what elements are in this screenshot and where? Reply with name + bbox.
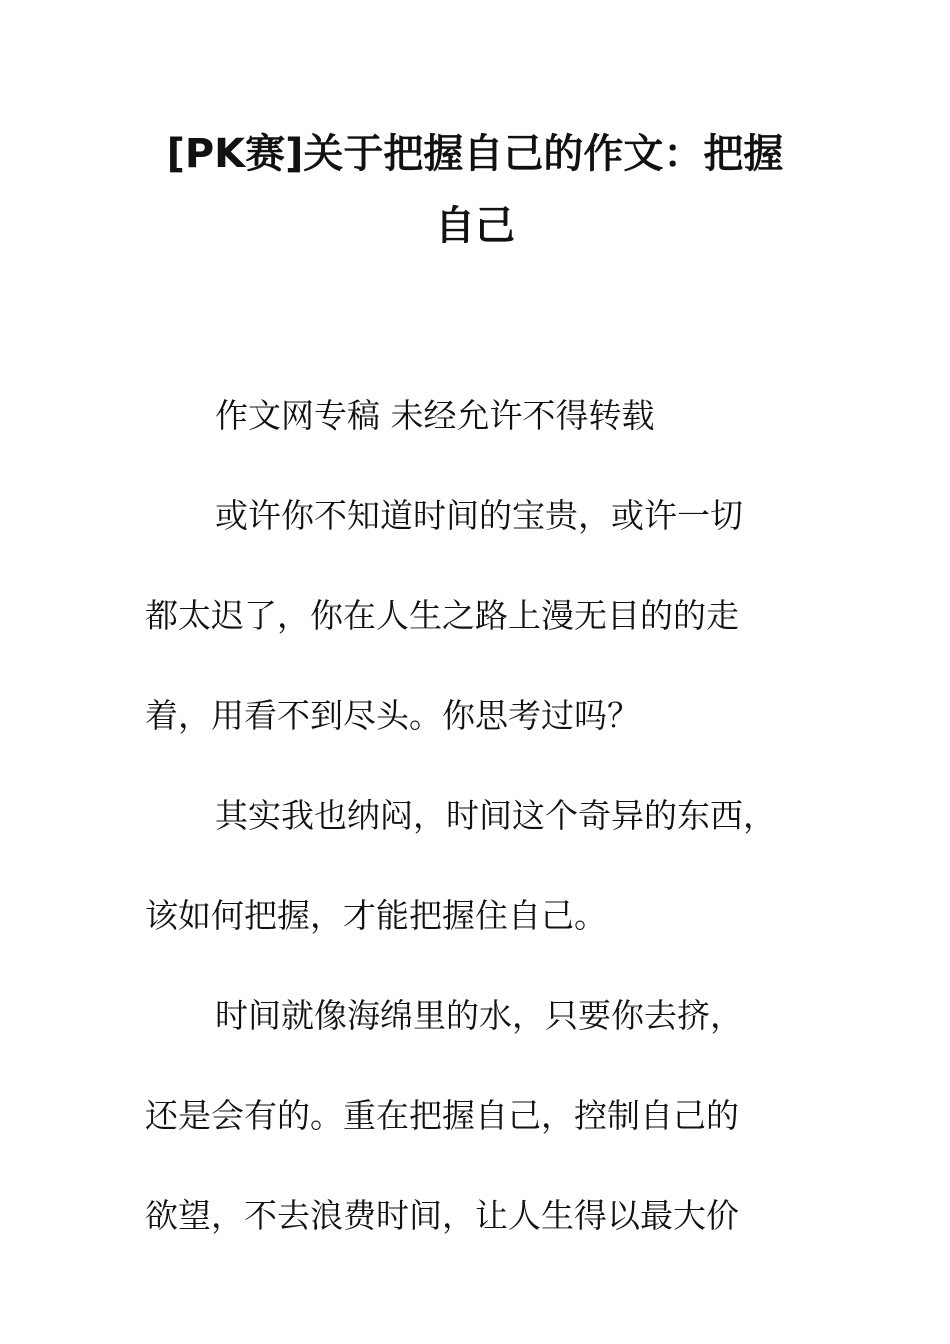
paragraph-line: 还是会有的。重在把握自己，控制自己的 — [145, 1096, 739, 1135]
document-title — [145, 118, 805, 262]
paragraph-line: 着，用看不到尽头。你思考过吗？ — [145, 696, 640, 735]
document-body — [145, 366, 805, 1266]
copyright-notice: 作文网专稿 未经允许不得转载 — [215, 396, 655, 435]
paragraph-line: 其实我也纳闷，时间这个奇异的东西， — [215, 796, 776, 835]
paragraph-line: 该如何把握，才能把握住自己。 — [145, 896, 607, 935]
title-line-2: 自己 — [435, 203, 515, 249]
paragraph-line: 时间就像海绵里的水，只要你去挤， — [215, 996, 743, 1035]
paragraph-line: 或许你不知道时间的宝贵，或许一切 — [215, 496, 743, 535]
paragraph-line: 都太迟了，你在人生之路上漫无目的的走 — [145, 596, 739, 635]
paragraph-line: 欲望，不去浪费时间，让人生得以最大价 — [145, 1196, 739, 1235]
title-line-1: [PK赛]关于把握自己的作文：把握 — [166, 131, 784, 177]
